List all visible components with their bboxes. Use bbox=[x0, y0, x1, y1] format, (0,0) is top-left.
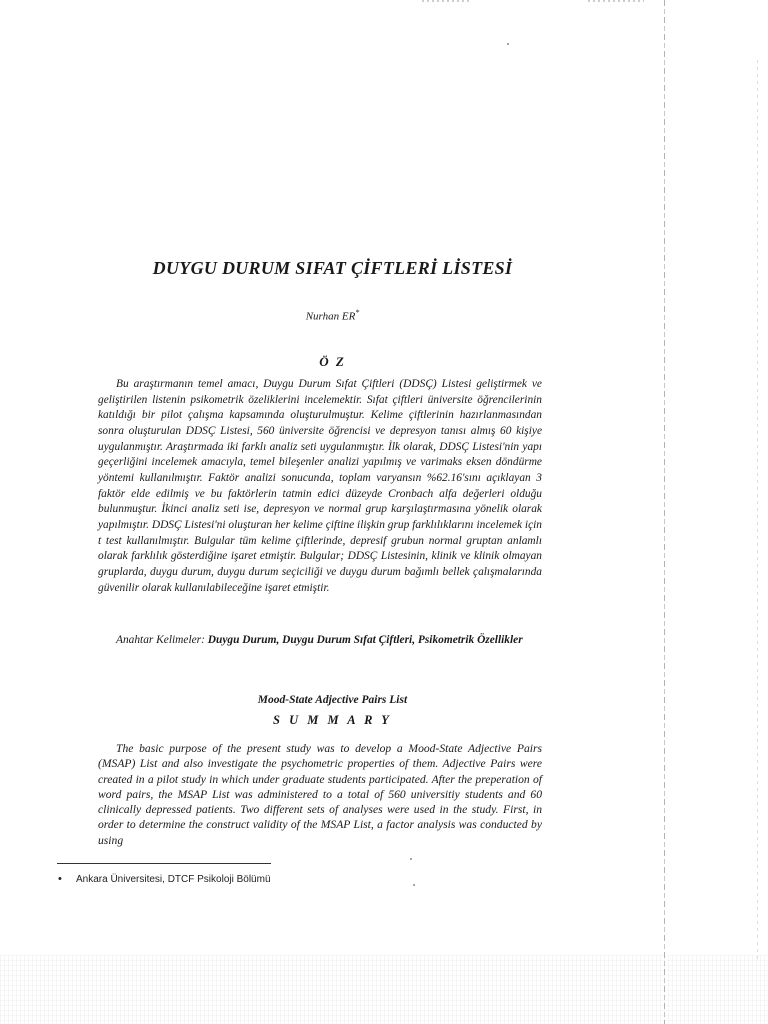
abstract-tr-text: Bu araştırmanın temel amacı, Duygu Durum Sıfat Çiftleri (DDSÇ) Listesi geliştirmek ve geliştirilen listenin psikometrik özeliklerini incelemektir. Sıfat çiftleri üniversite öğrencilerinin katıldığı bir pilot çalışma kapsamında oluşturulmuştur. Kelime çiftlerinin hazırlanmasından sonra oluşturulan DDSÇ Listesi, 560 üniversite öğrencisi ve depresyon tanısı almış 60 kişiye uygulanmıştır. Araştırmada iki farklı analiz seti uygulanmıştır. İlk olarak, DDSÇ Listesi'nin yapı geçerliğini incelemek amacıyla, temel bileşenler analizi yapılmış ve varimaks eksen döndürme yöntemi kullanılmıştır. Faktör analizi sonucunda, toplam varyansın %62.16'sını açıklayan 3 faktör elde edilmiş ve bu faktörlerin tatmin edici düzeyde Cronbach alfa değerleri olduğu bulunmuştur. İkinci analiz seti ise, depresyon ve normal grup karşılaştırmasına yönelik olarak yapılmıştır. DDSÇ Listesi'ni oluşturan her kelime çiftine ilişkin grup farklılıklarını incelemek için t test kullanılmıştır. Bulgular tüm kelime çiftlerinde, depresif grubun normal gruptan anlamlı olarak farklılık gösterdiğine işaret etmiştir. Bulgular; DDSÇ Listesinin, klinik ve klinik olmayan gruplarda, duygu durum, duygu durum seçiciliği ve duygu durum bağımlı bellek çalışmalarında güvenilir olarak kullanılabileceğine işaret etmiştir. bbox=[98, 378, 542, 594]
footnote-rule bbox=[57, 863, 271, 864]
author-line bbox=[0, 308, 665, 323]
paper-title: DUYGU DURUM SIFAT ÇİFTLERİ LİSTESİ bbox=[152, 258, 513, 278]
footnote-affiliation: Ankara Üniversitesi, DTCF Psikoloji Bölümü bbox=[76, 874, 271, 885]
scan-top-dots-left bbox=[422, 0, 470, 2]
scan-top-dots-right bbox=[588, 0, 644, 2]
keywords bbox=[98, 633, 542, 649]
footnote-marker: • bbox=[58, 873, 62, 885]
scan-speck bbox=[410, 858, 412, 860]
scan-speck bbox=[507, 43, 509, 45]
scan-edge-line-right bbox=[757, 60, 758, 960]
summary-heading: S U M M A R Y bbox=[273, 713, 392, 727]
abstract-en-text: The basic purpose of the present study was to develop a Mood-State Adjective Pairs (MSAP) List and also investigate the psychometric properties of them. Adjective Pairs were created in a pilot study in which under graduate students participated. After the preperation of word pairs, the MSAP List was administered to a total of 560 universitiy students and 60 clinically depressed patients. Two different sets of analyses were used in the study. First, in order to determine the construct validity of the MSAP List, a factor analysis was conducted by using bbox=[98, 742, 542, 847]
footnote bbox=[58, 873, 271, 885]
author-name: Nurhan ER bbox=[305, 310, 356, 323]
author-footnote-marker: * bbox=[355, 308, 360, 317]
keywords-values: Duygu Durum, Duygu Durum Sıfat Çiftleri, Psikometrik Özellikler bbox=[207, 634, 523, 646]
scan-speck bbox=[413, 884, 415, 886]
abstract-tr-heading: Ö Z bbox=[319, 354, 346, 369]
scan-bottom-noise bbox=[0, 955, 768, 1024]
scan-edge-line bbox=[664, 0, 665, 1024]
keywords-label: Anahtar Kelimeler: bbox=[116, 634, 205, 646]
english-title: Mood-State Adjective Pairs List bbox=[257, 694, 408, 706]
